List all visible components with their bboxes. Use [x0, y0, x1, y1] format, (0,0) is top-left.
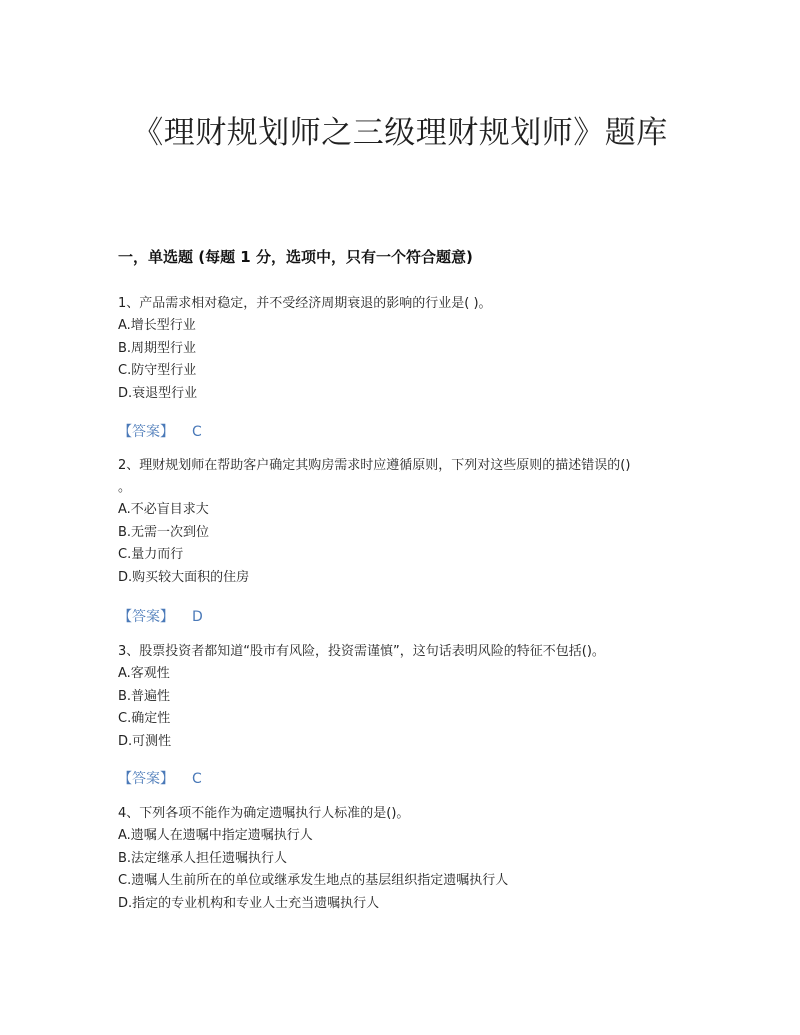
option-b: B.普遍性 — [118, 688, 171, 704]
answer-value: C — [192, 771, 202, 787]
answer-value: D — [192, 609, 203, 625]
option-a: A.客观性 — [118, 666, 170, 681]
question-stem: 1、产品需求相对稳定，并不受经济周期衰退的影响的行业是( )。 — [118, 296, 492, 311]
answer-1 — [118, 421, 202, 441]
question-stem: 3、股票投资者都知道“股市有风险，投资需谨慎”，这句话表明风险的特征不包括()。 — [118, 644, 605, 659]
option-c: C.遗嘱人生前所在的单位或继承发生地点的基层组织指定遗嘱执行人 — [118, 873, 509, 888]
question-1 — [118, 293, 688, 405]
question-stem: 4、下列各项不能作为确定遗嘱执行人标准的是()。 — [118, 806, 410, 821]
question-stem-tail: 。 — [118, 480, 132, 495]
answer-value: C — [192, 424, 202, 440]
section-heading: 一，单选题 (每题 1 分，选项中，只有一个符合题意) — [118, 248, 473, 266]
answer-label: 【答案】 — [118, 609, 174, 625]
question-2 — [118, 455, 688, 589]
option-d: D.指定的专业机构和专业人士充当遗嘱执行人 — [118, 895, 380, 911]
question-3 — [118, 641, 688, 753]
question-stem-text: 2、理财规划师在帮助客户确定其购房需求时应遵循原则，下列对这些原则的描述错误的() — [118, 458, 631, 473]
question-stem — [118, 455, 688, 499]
answer-label: 【答案】 — [118, 424, 174, 440]
option-c: C.量力而行 — [118, 547, 184, 562]
option-a: A.不必盲目求大 — [118, 502, 209, 517]
option-b: B.周期型行业 — [118, 340, 197, 356]
answer-label: 【答案】 — [118, 771, 174, 787]
question-4 — [118, 803, 688, 915]
option-b: B.法定继承人担任遗嘱执行人 — [118, 850, 288, 866]
option-d: D.衰退型行业 — [118, 385, 198, 401]
option-a: A.遗嘱人在遗嘱中指定遗嘱执行人 — [118, 828, 313, 843]
option-d: D.购买较大面积的住房 — [118, 569, 250, 585]
option-a: A.增长型行业 — [118, 318, 196, 333]
answer-3 — [118, 768, 202, 788]
option-c: C.防守型行业 — [118, 363, 197, 378]
option-d: D.可测性 — [118, 733, 172, 749]
option-c: C.确定性 — [118, 711, 171, 726]
option-b: B.无需一次到位 — [118, 524, 210, 540]
document-title: 《理财规划师之三级理财规划师》题库 — [132, 115, 668, 151]
answer-2 — [118, 606, 203, 626]
